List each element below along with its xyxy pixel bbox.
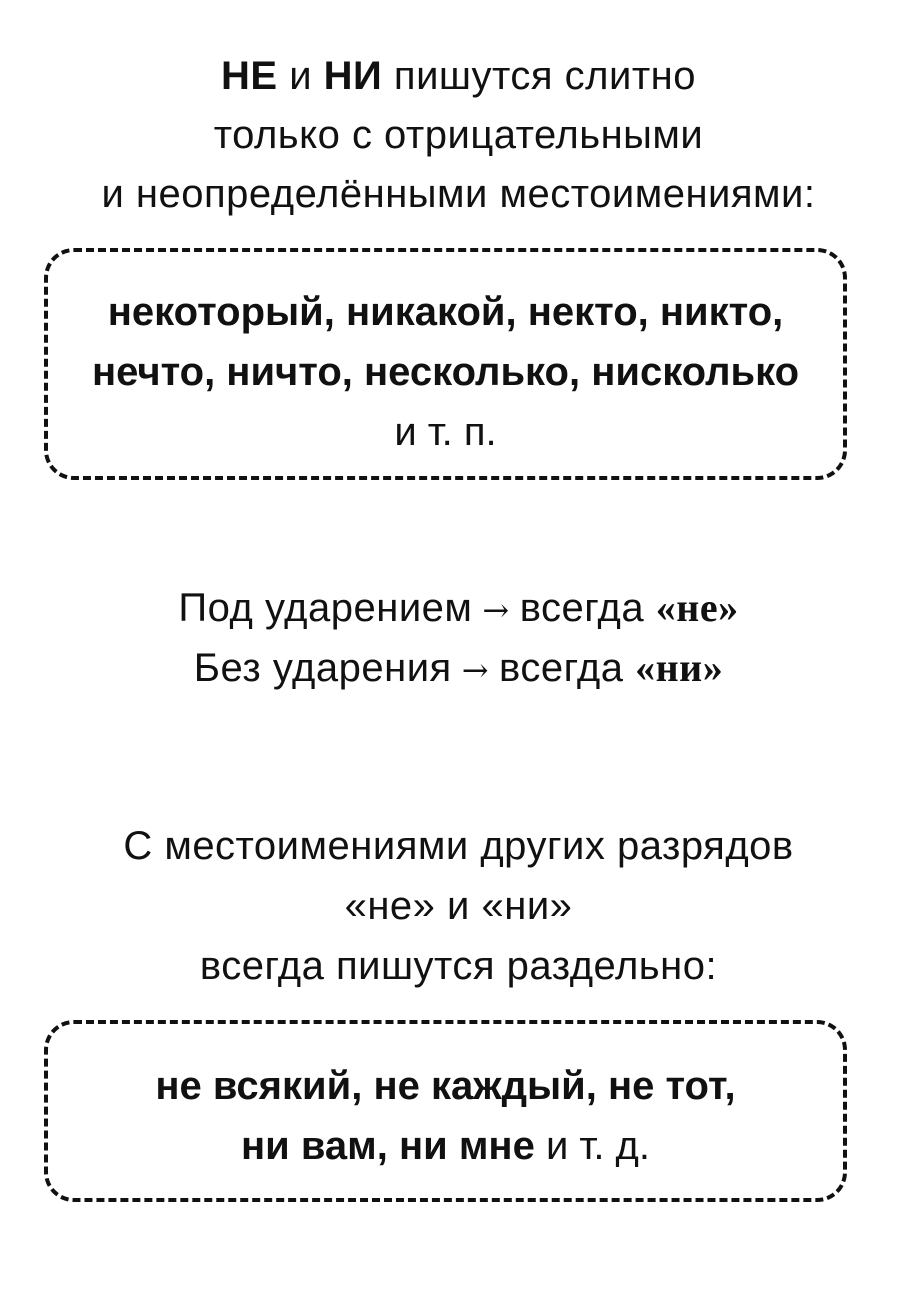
always-label: всегда [499,646,624,690]
examples-box-separate [44,1020,847,1202]
ne-quoted: «не» [655,585,739,630]
ni-quoted: «ни» [635,645,724,690]
rule-heading-line-2: только с отрицательными [213,113,704,157]
examples-separate-bold: ни вам, ни мне [240,1124,535,1168]
unstressed-label: Без ударения [193,646,452,690]
conjunction-and: и [289,54,313,98]
examples-separate-line-2 [48,1122,843,1170]
separate-rule-line-1: С местоимениями других разрядов [123,824,794,868]
separate-rule-line-3: всегда пишутся раздельно: [199,944,718,988]
stress-rule-line-2 [0,644,917,694]
examples-together-line-2: нечто, ничто, несколько, нисколько [91,350,800,394]
examples-box-together [44,248,847,480]
examples-separate-etc: и т. д. [545,1124,650,1168]
arrow-right-icon: → [482,591,510,629]
ni-particle: НИ [323,54,383,98]
examples-together-line-1: некоторый, никакой, некто, никто, [107,290,784,334]
rule-heading-line-3: и неопределёнными местоимениями: [101,172,816,216]
arrow-right-icon: → [461,651,490,689]
rule-heading-line-1 [0,52,917,100]
rule-heading-rest: пишутся слитно [393,54,696,98]
always-label: всегда [519,586,645,630]
stress-rule-line-1 [0,584,917,634]
examples-separate-line-1: не всякий, не каждый, не тот, [155,1064,736,1108]
ne-particle: НЕ [220,54,278,98]
examples-together-etc: и т. п. [394,410,497,454]
stressed-label: Под ударением [178,586,473,630]
separate-rule-line-2: «не» и «ни» [344,884,573,928]
